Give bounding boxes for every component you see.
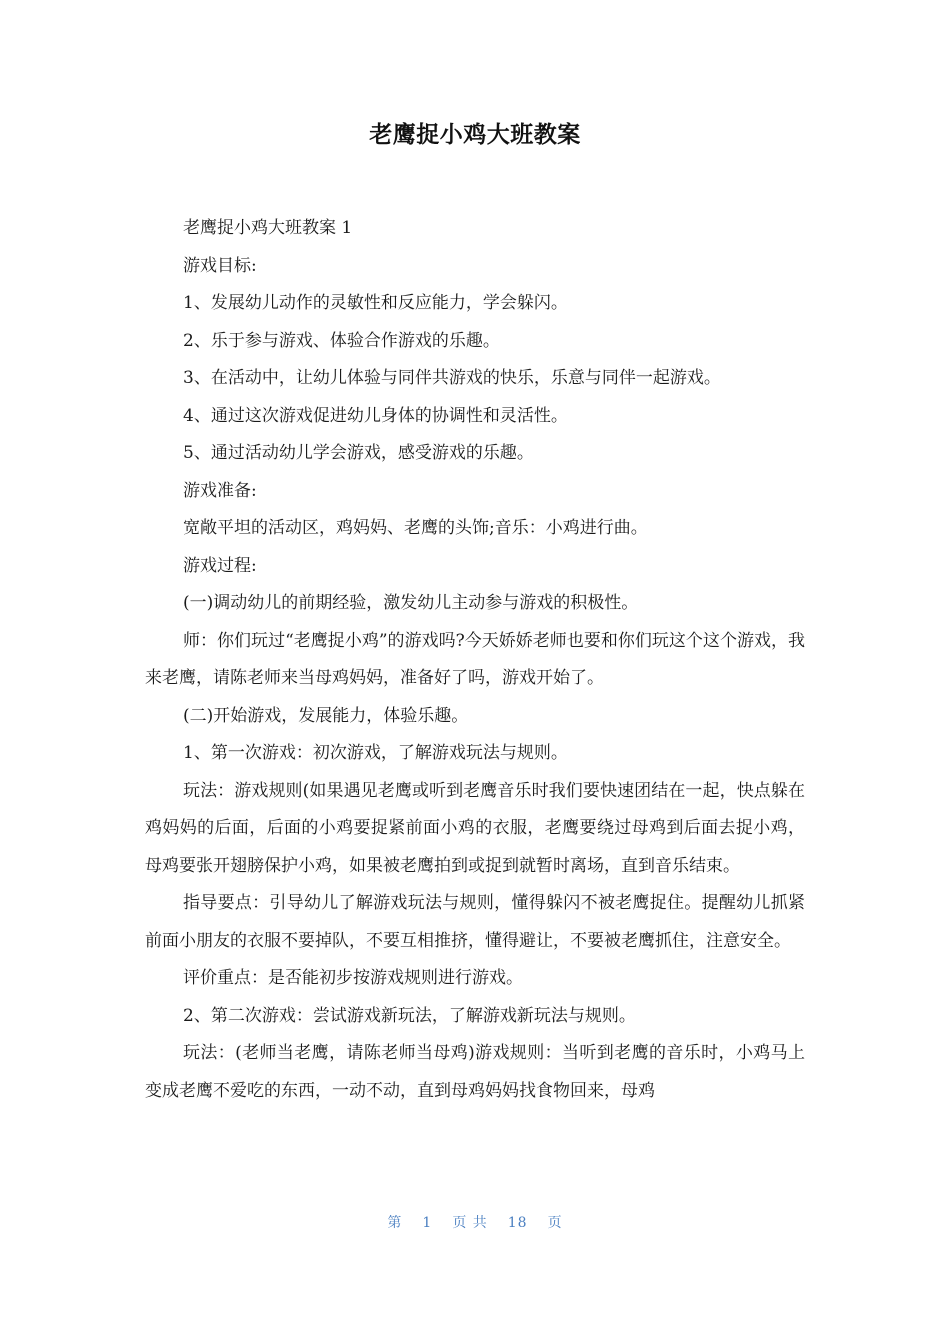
paragraph: 指导要点：引导幼儿了解游戏玩法与规则，懂得躲闪不被老鹰捉住。提醒幼儿抓紧前面小朋友的衣服不要掉队，不要互相推挤，懂得避让，不要被老鹰抓住，注意安全。 xyxy=(145,893,805,951)
paragraph: 玩法：(老师当老鹰，请陈老师当母鸡)游戏规则：当听到老鹰的音乐时，小鸡马上变成老鹰不爱吃的东西，一动不动，直到母鸡妈妈找食物回来，母鸡 xyxy=(145,1043,805,1101)
footer-mid: 页 共 xyxy=(452,1215,488,1231)
paragraph: 师：你们玩过“老鹰捉小鸡”的游戏吗?今天娇娇老师也要和你们玩这个这个游戏，我来老鹰，请陈老师来当母鸡妈妈，准备好了吗，游戏开始了。 xyxy=(145,630,805,688)
paragraph: 老鹰捉小鸡大班教案 1 xyxy=(183,218,353,238)
page-number: 1 xyxy=(422,1215,433,1231)
paragraph: (二)开始游戏，发展能力，体验乐趣。 xyxy=(183,705,469,726)
paragraph: 2、第二次游戏：尝试游戏新玩法，了解游戏新玩法与规则。 xyxy=(183,1005,636,1026)
paragraph: (一)调动幼儿的前期经验，激发幼儿主动参与游戏的积极性。 xyxy=(183,593,639,613)
footer-prefix: 第 xyxy=(387,1215,403,1231)
document-body xyxy=(145,210,805,1110)
paragraph: 5、通过活动幼儿学会游戏，感受游戏的乐趣。 xyxy=(183,443,534,463)
paragraph: 2、乐于参与游戏、体验合作游戏的乐趣。 xyxy=(183,330,500,351)
page-footer xyxy=(0,1212,950,1232)
paragraph: 宽敞平坦的活动区，鸡妈妈、老鹰的头饰;音乐：小鸡进行曲。 xyxy=(183,518,648,538)
paragraph: 玩法：游戏规则(如果遇见老鹰或听到老鹰音乐时我们要快速团结在一起，快点躲在鸡妈妈的后面，后面的小鸡要捉紧前面小鸡的衣服，老鹰要绕过母鸡到后面去捉小鸡，母鸡要张开翅膀保护小鸡，如果被老鹰拍到或捉到就暂时离场，直到音乐结束。 xyxy=(145,780,805,876)
paragraph: 1、发展幼儿动作的灵敏性和反应能力，学会躲闪。 xyxy=(183,293,568,313)
document-title: 老鹰捉小鸡大班教案 xyxy=(369,122,581,148)
paragraph: 游戏目标: xyxy=(183,255,257,276)
paragraph: 3、在活动中，让幼儿体验与同伴共游戏的快乐，乐意与同伴一起游戏。 xyxy=(183,368,721,388)
footer-suffix: 页 xyxy=(547,1215,563,1231)
paragraph: 4、通过这次游戏促进幼儿身体的协调性和灵活性。 xyxy=(183,405,568,426)
paragraph: 游戏准备: xyxy=(183,480,257,501)
total-pages: 18 xyxy=(507,1215,528,1231)
paragraph: 评价重点：是否能初步按游戏规则进行游戏。 xyxy=(183,968,523,988)
paragraph: 游戏过程: xyxy=(183,555,257,576)
paragraph: 1、第一次游戏：初次游戏，了解游戏玩法与规则。 xyxy=(183,743,568,763)
